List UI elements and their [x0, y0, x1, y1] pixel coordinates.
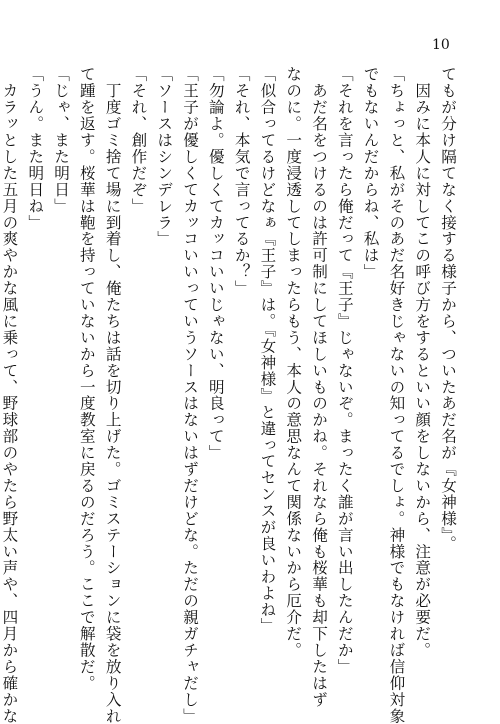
text-line: 因みに本人に対してこの呼び方をするといい顔をしないから、注意が必要だ。	[413, 66, 432, 659]
text-line: 丁度ゴミ捨て場に到着し、俺たちは話を切り上げた。ゴミステーションに袋を放り入れ	[103, 66, 122, 724]
text-line: カラッとした五月の爽やかな風に乗って、野球部のやたら野太い声や、四月から確かな	[0, 66, 19, 724]
text-line: 「それを言ったら俺だって『王子』じゃないぞ。まったく誰が言い出したんだか」	[335, 66, 354, 675]
vertical-text-body	[0, 66, 460, 724]
text-line: 「王子が優しくてカッコいいっていうソースはないはずだけどな。ただの親ガチャだし」	[181, 66, 200, 724]
text-line: てもが分け隔てなく接する様子から、ついたあだ名が『女神様』。	[439, 66, 457, 552]
text-line: なのに。一度浸透してしまったらもう、本人の意思なんて関係ないから厄介だ。	[284, 66, 303, 659]
text-line: でもないんだからね、私は」	[361, 66, 380, 280]
text-line: 「ソースはシンデレラ」	[155, 66, 174, 247]
text-line: 「うん。また明日ね」	[26, 66, 45, 231]
text-line: 「それ、本気で言ってるか？」	[232, 66, 251, 297]
text-line: あだ名をつけるのは許可制にしてほしいものかね。それなら俺も桜華も却下したはず	[310, 66, 329, 708]
text-line: 「それ、創作だぞ」	[129, 66, 148, 215]
text-line: 「ちょっと、私がそのあだ名好きじゃないの知ってるでしょ。神様でもなければ信仰対象	[387, 66, 406, 724]
text-line: 「じゃ、また明日」	[52, 66, 71, 215]
text-line: 「似合ってるけどなぁ『王子』は。『女神様』と違ってセンスが良いわよね」	[258, 66, 277, 634]
page-number: 10	[432, 37, 450, 53]
text-line: 「勿論よ。優しくてカッコいいじゃない、明良って」	[206, 66, 225, 461]
text-line: て踵を返す。桜華は鞄を持っていないから一度教室に戻るのだろう。ここで解散だ。	[77, 66, 96, 692]
